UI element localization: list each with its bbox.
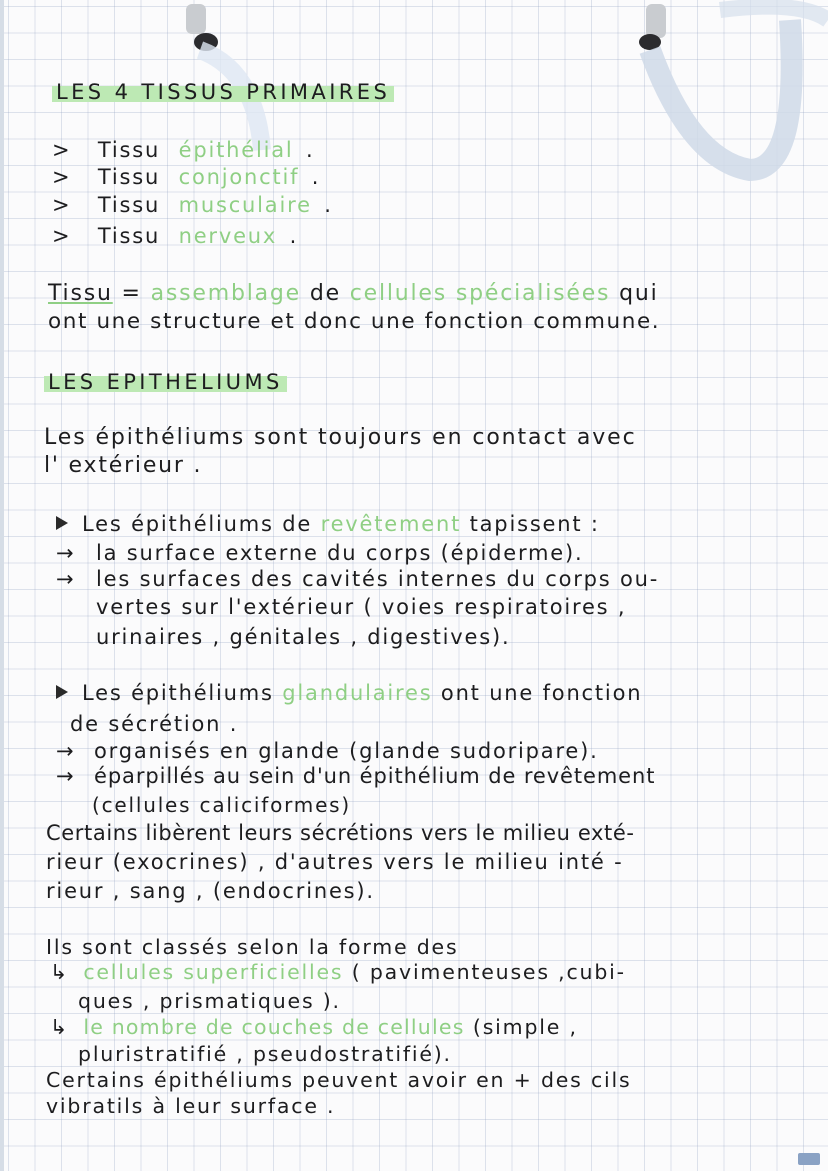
classes-item-2-cont-text: pluristratifié , pseudostratifié). (78, 1042, 452, 1066)
left-ring (186, 4, 262, 150)
classes-item-1 (50, 958, 626, 986)
hook-arrow-icon: ↳ (50, 960, 69, 984)
definition-line-2-text: ont une structure et donc une fonction commune. (48, 309, 661, 334)
tissu-type: épithélial (178, 138, 294, 162)
tissu-end: . (324, 193, 333, 217)
intro-line-1-text: Les épithéliums sont toujours en contact avec (44, 425, 637, 450)
corner-tab (798, 1153, 820, 1165)
definition-w1: assemblage (150, 281, 302, 306)
glandulaires-item-1-text: organisés en glande (glande sudoripare). (94, 739, 599, 763)
glandulaires-text-3 (46, 877, 375, 905)
definition-w2: de (309, 281, 341, 306)
definition-line-1 (48, 280, 659, 308)
glandulaires-line-2 (70, 710, 238, 738)
glandulaires-item-2-text: éparpillés au sein d'un épithélium de revêtement (94, 764, 656, 788)
revetement-item-1-text: la surface externe du corps (épiderme). (96, 541, 584, 565)
classes-item-2-rest: (simple , (472, 1015, 578, 1039)
classes-item-2-cont (78, 1040, 452, 1068)
classes-intro (46, 933, 458, 961)
revetement-item-2-cont-2 (96, 623, 510, 651)
tissu-label: Tissu (97, 224, 161, 248)
classes-intro-text: Ils sont classés selon la forme des (46, 935, 459, 959)
glandulaires-word: glandulaires (282, 681, 433, 705)
definition-line-2 (48, 308, 660, 336)
revetement-item-2-text: les surfaces des cavités internes du corps ou- (96, 567, 660, 591)
definition-w5: qui (619, 281, 659, 306)
glandulaires-text-1-text: Certains libèrent leurs sécrétions vers le milieu exté- (46, 821, 635, 845)
bullet: > (52, 224, 72, 248)
bullet: > (52, 193, 72, 217)
glandulaires-item-1 (56, 737, 599, 765)
tissu-item-1 (52, 136, 314, 164)
intro-line-2-text: l' extérieur . (44, 453, 203, 478)
glandulaires-text-1 (46, 819, 635, 847)
revetement-word: revêtement (320, 512, 462, 536)
revetement-pre: Les épithéliums de (82, 512, 313, 536)
tissu-end: . (306, 138, 315, 162)
glandulaires-item-3-text: (cellules caliciformes) (92, 793, 352, 817)
right-ring (639, 4, 828, 170)
classes-end-2 (46, 1092, 335, 1120)
glandulaires-text-2-text: rieur (exocrines) , d'autres vers le milieu inté - (46, 850, 624, 874)
triangle-bullet-icon (56, 516, 68, 530)
tissu-type: musculaire (178, 193, 312, 217)
page-edge (0, 0, 4, 1171)
classes-end-2-text: vibratils à leur surface . (46, 1094, 336, 1118)
definition-term: Tissu (48, 281, 113, 306)
title-tissus-text: LES 4 TISSUS PRIMAIRES (52, 80, 394, 104)
glandulaires-text-2 (46, 848, 623, 876)
glandulaires-heading (56, 679, 642, 707)
classes-end-1-text: Certains épithéliums peuvent avoir en + des cils (46, 1068, 632, 1092)
hook-arrow-icon: ↳ (50, 1015, 69, 1039)
classes-item-1-cont (78, 987, 341, 1015)
bullet: > (52, 165, 72, 189)
definition-eq: = (121, 281, 142, 306)
classes-item-1-green: cellules superficielles (83, 960, 344, 984)
triangle-bullet-icon (56, 685, 68, 699)
classes-item-1-rest: ( pavimenteuses ,cubi- (351, 960, 626, 984)
bullet: > (52, 138, 72, 162)
title-epitheliums-text: LES EPITHELIUMS (44, 370, 287, 394)
definition-w4: spécialisées (455, 281, 611, 306)
glandulaires-text-3-text: rieur , sang , (endocrines). (46, 879, 375, 903)
intro-line-1 (44, 424, 637, 452)
glandulaires-line-2-text: de sécrétion . (70, 712, 239, 736)
title-tissus (52, 78, 394, 106)
classes-end-1 (46, 1066, 632, 1094)
tissu-item-3 (52, 191, 333, 219)
arrow-icon: → (56, 739, 76, 763)
definition-w3: cellules (349, 281, 448, 306)
revetement-item-1 (56, 539, 584, 567)
tissu-end: . (289, 224, 299, 248)
revetement-post: tapissent : (469, 512, 600, 536)
revetement-item-2 (56, 565, 659, 593)
revetement-heading (56, 510, 600, 538)
tissu-label: Tissu (97, 193, 161, 217)
tissu-label: Tissu (97, 138, 161, 162)
title-epitheliums (44, 368, 287, 396)
revetement-item-2-cont (96, 593, 626, 621)
intro-line-2 (44, 452, 202, 480)
tissu-label: Tissu (97, 165, 161, 189)
arrow-icon: → (56, 567, 76, 591)
tissu-type: conjonctif (178, 165, 300, 189)
classes-item-2-green: le nombre de couches de cellules (83, 1015, 465, 1039)
tissu-type: nerveux (178, 224, 278, 248)
revetement-item-2-cont-2-text: urinaires , génitales , digestives). (96, 625, 511, 649)
arrow-icon: → (56, 541, 76, 565)
revetement-item-2-cont-text: vertes sur l'extérieur ( voies respiratoires , (96, 595, 627, 619)
arrow-icon: → (56, 764, 76, 788)
classes-item-1-cont-text: ques , prismatiques ). (78, 989, 341, 1013)
glandulaires-post: ont une fonction (440, 681, 643, 705)
glandulaires-item-2 (56, 762, 655, 790)
glandulaires-pre: Les épithéliums (82, 681, 274, 705)
tissu-item-2 (52, 163, 320, 191)
glandulaires-item-3 (92, 791, 351, 819)
tissu-item-4 (52, 222, 298, 250)
tissu-end: . (311, 165, 321, 189)
classes-item-2 (50, 1013, 578, 1041)
